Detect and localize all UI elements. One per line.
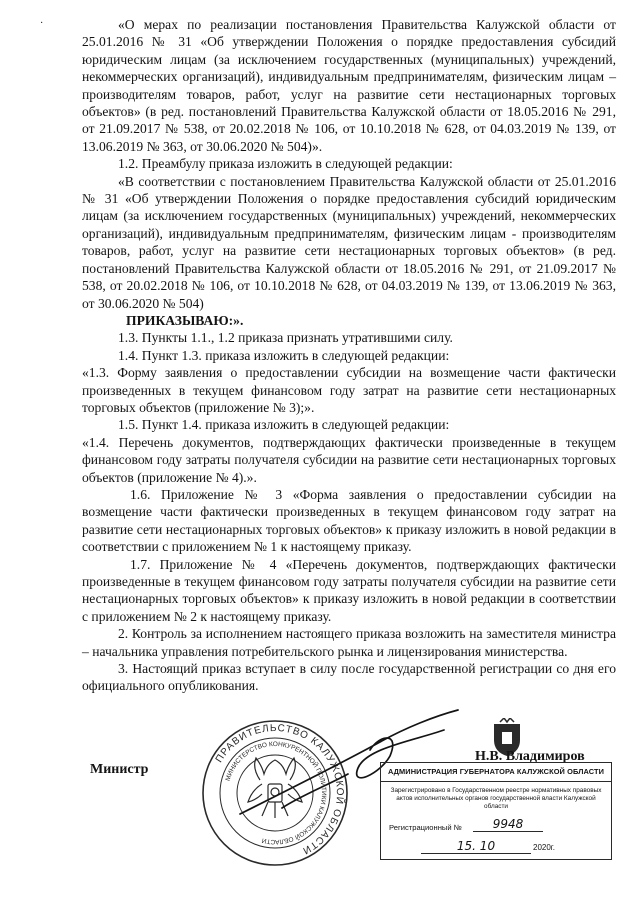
registration-stamp — [380, 762, 612, 860]
paragraph-1-6: 1.6. Приложение № 3 «Форма заявления о предоставлении субсидии на возмещение части фактически произведенных в текущем финансовом году затрат на развитие сети нестационарных торговых объектов» к приказу изложить в новой редакции в соответствии с приложением № 1 к настоящему приказу. — [82, 486, 616, 555]
paragraph-1-5: 1.5. Пункт 1.4. приказа изложить в следующей редакции: — [118, 417, 450, 433]
registration-year: 2020г. — [533, 843, 555, 852]
paragraph-order: ПРИКАЗЫВАЮ:». — [126, 312, 244, 328]
document-body — [82, 16, 616, 695]
stamp-body: Зарегистрировано в Государственном реестре нормативных правовых актов исполнительных органов государственной власти Калужской области — [390, 787, 602, 810]
paragraph-1-3: 1.3. Пункты 1.1., 1.2 приказа признать утратившими силу. — [118, 330, 453, 346]
paragraph-1-2: 1.2. Преамбулу приказа изложить в следующей редакции: — [118, 156, 453, 172]
registration-date: 15. 10 — [421, 839, 531, 854]
signer-name: Н.В. Владимиров — [475, 749, 585, 764]
position-title: Министр — [90, 762, 149, 777]
stamp-header: АДМИНИСТРАЦИЯ ГУБЕРНАТОРА КАЛУЖСКОЙ ОБЛАСТИ — [381, 763, 611, 782]
paragraph-2: 2. Контроль за исполнением настоящего приказа возложить на заместителя министра – начальника управления потребительского рынка и лицензирования министерства. — [82, 626, 616, 659]
paragraph-title-quote: «О мерах по реализации постановления Правительства Калужской области от 25.01.2016 № 31 «Об утверждении Положения о порядке предоставления субсидий юридическим лицам (за исключением государственных (муниципальных) учреждений, некоммерческих организаций), индивидуальным предпринимателям, физическим лицам – производителям товаров, работ, услуг на развитие сети нестационарных торговых объектов» (в ред. постановлений Правительства Калужской области от 18.05.2016 № 291, от 21.09.2017 № 538, от 20.02.2018 № 106, от 10.10.2018 № 628, от 04.03.2019 № 139, от 13.06.2019 № 363, от 30.06.2020 № 504)». — [82, 17, 616, 154]
paragraph-1-5-quote: «1.4. Перечень документов, подтверждающих фактически произведенные в текущем финансовом году затраты получателя субсидии на развитие сети нестационарных торговых объектов (приложение № 4).». — [82, 434, 616, 485]
paragraph-1-4-quote: «1.3. Форму заявления о предоставлении субсидии на возмещение части фактически произведенных в текущем финансовом году затрат на развитие сети нестационарных торговых объектов (приложение № 3);». — [82, 365, 616, 415]
paragraph-preamble: «В соответствии с постановлением Правительства Калужской области от 25.01.2016 № 31 «Об утверждении Положения о порядке предоставления субсидий юридическим лицам (за исключением государственных (муниципальных) учреждений, некоммерческих организаций), индивидуальным предпринимателям, физическим лицам - производителям товаров, работ, услуг на развитие сети нестационарных торговых объектов» (в ред. постановлений Правительства Калужской области от 18.05.2016 № 291, от 21.09.2017 № 538, от 20.02.2018 № 106, от 10.10.2018 № 628, от 04.03.2019 № 139, от 13.06.2019 № 363, от 30.06.2020 № 504) — [82, 173, 616, 311]
paragraph-3: 3. Настоящий приказ вступает в силу после государственной регистрации со дня его официального опубликования. — [82, 661, 616, 694]
registration-label: Регистрационный № — [389, 823, 462, 832]
svg-text:ПРАВИТЕЛЬСТВО КАЛУЖСКОЙ ОБЛАСТ: ПРАВИТЕЛЬСТВО КАЛУЖСКОЙ ОБЛАСТИ — [213, 722, 346, 857]
registration-number: 9948 — [473, 817, 543, 832]
scan-speck: · — [40, 18, 44, 29]
svg-text:МИНИСТЕРСТВО КОНКУРЕНТНОЙ ПОЛИ: МИНИСТЕРСТВО КОНКУРЕНТНОЙ ПОЛИТИКИ КАЛУЖСКОЙ ОБЛАСТИ — [224, 740, 328, 846]
paragraph-1-7: 1.7. Приложение № 4 «Перечень документов, подтверждающих фактически произведенные в текущем финансовом году затраты получателя субсидии на развитие сети нестационарных торговых объектов» к приказу изложить в новой редакции в соответствии с приложением № 2 к настоящему приказу. — [82, 556, 616, 624]
paragraph-1-4: 1.4. Пункт 1.3. приказа изложить в следующей редакции: — [118, 347, 450, 363]
